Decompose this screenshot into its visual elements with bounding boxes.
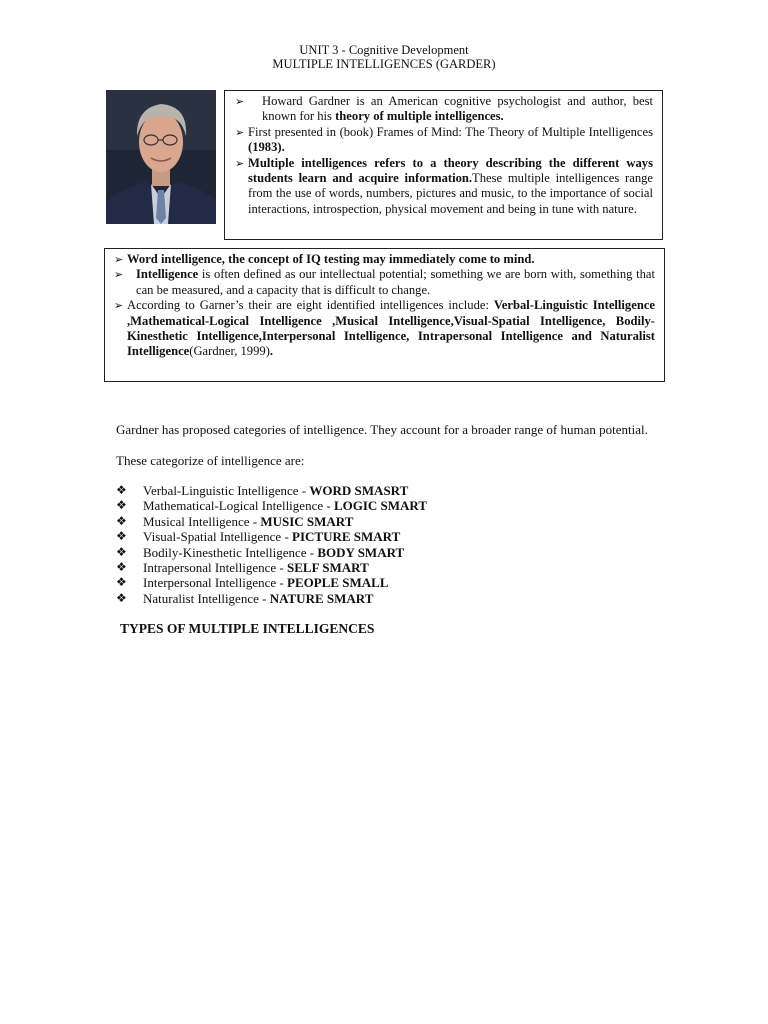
intelligence-name: Musical Intelligence -	[143, 513, 261, 529]
smart-label: SELF SMART	[287, 559, 369, 575]
bullet-item	[235, 125, 653, 156]
arrow-bullet-icon: ➢	[235, 125, 245, 139]
diamond-bullet-icon: ❖	[116, 544, 127, 559]
list-item	[116, 514, 616, 529]
intelligence-entry	[143, 483, 408, 498]
arrow-bullet-icon: ➢	[114, 299, 124, 313]
diamond-bullet-icon: ❖	[116, 529, 127, 544]
bullet-text: These multiple intelligences range from the use of words, numbers, pictures and music, to the importance of social interactions, introspection, physical movement and being in tune with nature.	[248, 171, 654, 216]
bullet-text: is often defined as our intellectual potential; something we are born with, something that can be measured, and a capacity that is difficult to change.	[136, 267, 655, 297]
gardner-intro-box	[224, 90, 663, 240]
list-item	[116, 483, 616, 498]
howard-gardner-portrait	[106, 90, 216, 224]
smart-label: BODY SMART	[317, 544, 405, 560]
intelligence-name: Visual-Spatial Intelligence -	[143, 529, 293, 545]
intro-paragraph: Gardner has proposed categories of intelligence. They account for a broader range of human potential.	[116, 422, 648, 437]
list-item	[116, 591, 616, 606]
intelligence-name: Naturalist Intelligence -	[143, 590, 270, 606]
smart-label: WORD SMASRT	[309, 483, 409, 498]
bullet-bold-text: Verbal-Linguistic Intelligence ,Mathematical-Logical Intelligence ,Musical Intelligence,Visual-Spatial Intelligence, Bodily-Kinesthetic Intelligence,Interpersonal Intelligence, Intrapersonal Intelligence and Naturalist Intelligence	[127, 298, 655, 359]
arrow-bullet-icon: ➢	[114, 253, 124, 266]
smart-label: PICTURE SMART	[292, 529, 401, 545]
smart-label: PEOPLE SMALL	[287, 575, 389, 591]
diamond-bullet-icon: ❖	[116, 590, 127, 605]
arrow-bullet-icon: ➢	[235, 156, 245, 170]
intelligence-name: Interpersonal Intelligence -	[143, 575, 288, 591]
list-item	[116, 529, 616, 544]
bullet-text: First presented in (book) Frames of Mind: The Theory of Multiple Intelligences	[248, 124, 653, 139]
intelligence-entry	[143, 545, 404, 560]
arrow-bullet-icon: ➢	[235, 95, 245, 108]
intelligence-name: Intrapersonal Intelligence -	[143, 559, 288, 575]
smart-label: NATURE SMART	[269, 590, 374, 606]
intelligence-entry	[143, 529, 400, 544]
bullet-bold-text: Word intelligence, the concept of IQ testing may immediately come to mind.	[127, 252, 535, 266]
bullet-item	[235, 156, 653, 218]
diamond-bullet-icon: ❖	[116, 483, 127, 497]
bullet-bold-text: Multiple intelligences refers to a theory describing the different ways students learn and acquire information.	[248, 155, 653, 186]
intelligence-entry	[143, 575, 389, 590]
diamond-bullet-icon: ❖	[116, 513, 127, 528]
intelligence-entry	[143, 560, 369, 575]
intelligence-name: Verbal-Linguistic Intelligence -	[143, 483, 310, 498]
unit-title: UNIT 3 - Cognitive Development	[299, 43, 469, 57]
diamond-bullet-icon: ❖	[116, 575, 127, 590]
intelligence-entry	[143, 498, 427, 513]
smart-label: LOGIC SMART	[333, 498, 428, 514]
citation: (Gardner, 1999)	[189, 344, 270, 359]
intro-list-lead: These categorize of intelligence are:	[116, 453, 305, 468]
bullet-item	[235, 94, 653, 125]
list-item	[116, 498, 616, 513]
list-item	[116, 545, 616, 560]
bullet-text: Howard Gardner is an American cognitive psychologist and author, best known for his	[262, 94, 653, 124]
bullet-end-punct: .	[269, 344, 274, 359]
intelligence-name: Mathematical-Logical Intelligence -	[143, 498, 334, 514]
diamond-bullet-icon: ❖	[116, 559, 127, 574]
bullet-bold-text: (1983).	[248, 140, 285, 155]
bullet-item	[114, 252, 655, 267]
diamond-bullet-icon: ❖	[116, 498, 127, 513]
bullet-text: According to Garner’s their are eight identified intelligences include:	[127, 298, 494, 313]
smart-label: MUSIC SMART	[260, 513, 354, 529]
section-heading: TYPES OF MULTIPLE INTELLIGENCES	[120, 621, 375, 636]
intelligence-entry	[143, 591, 373, 606]
intelligence-definition-box	[104, 248, 665, 382]
arrow-bullet-icon: ➢	[114, 268, 124, 282]
intelligence-entry	[143, 514, 353, 529]
list-item	[116, 560, 616, 575]
bullet-bold-text: theory of multiple intelligences.	[335, 109, 504, 124]
intelligence-list	[116, 483, 616, 606]
bullet-item	[114, 267, 655, 298]
bullet-bold-text: Intelligence	[136, 267, 199, 282]
list-item	[116, 575, 616, 590]
intelligence-name: Bodily-Kinesthetic Intelligence -	[143, 544, 318, 560]
bullet-item	[114, 298, 655, 360]
document-title: MULTIPLE INTELLIGENCES (GARDER)	[272, 57, 496, 71]
